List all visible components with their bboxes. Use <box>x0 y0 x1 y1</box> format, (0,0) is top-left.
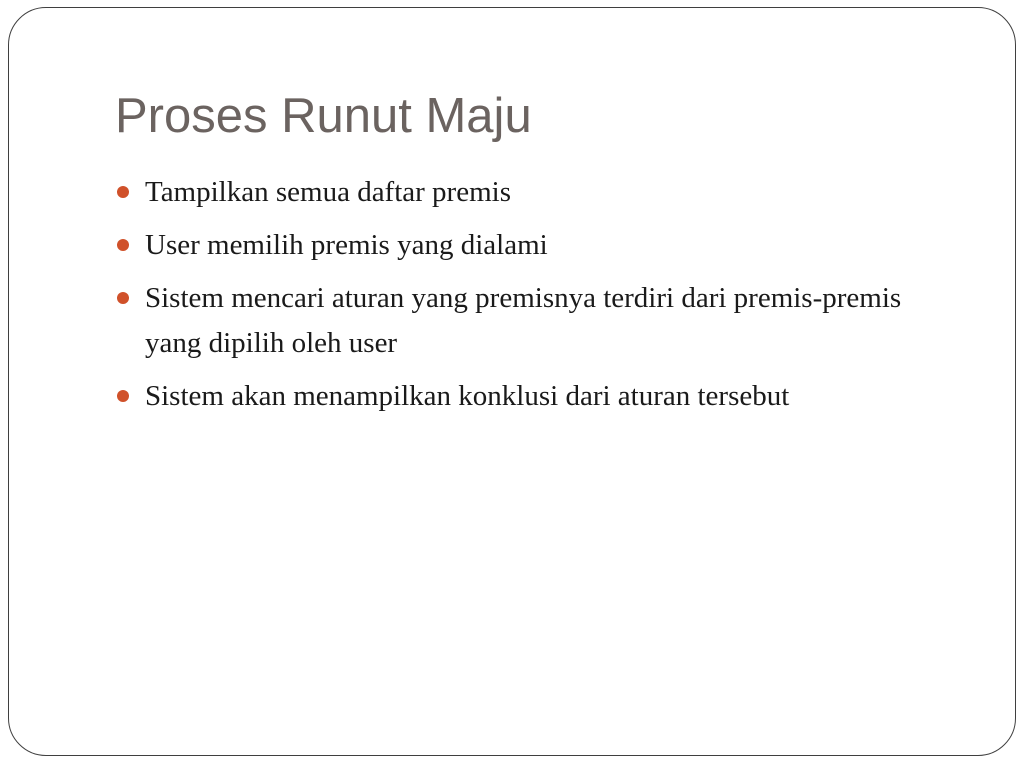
bullet-item <box>115 374 945 419</box>
bullet-item <box>115 223 945 268</box>
slide-title: Proses Runut Maju <box>115 89 532 143</box>
bullet-dot-icon <box>117 239 129 251</box>
bullet-dot-icon <box>117 292 129 304</box>
bullet-text: Sistem mencari aturan yang premisnya terdiri dari premis-premis yang dipilih oleh user <box>145 282 902 359</box>
bullet-list <box>115 170 945 427</box>
bullet-item <box>115 276 945 366</box>
bullet-item <box>115 170 945 215</box>
bullet-text: Sistem akan menampilkan konklusi dari aturan tersebut <box>145 380 790 412</box>
bullet-dot-icon <box>117 390 129 402</box>
bullet-text: Tampilkan semua daftar premis <box>145 176 511 208</box>
slide-frame <box>8 7 1016 756</box>
bullet-text: User memilih premis yang dialami <box>145 229 548 261</box>
bullet-dot-icon <box>117 186 129 198</box>
